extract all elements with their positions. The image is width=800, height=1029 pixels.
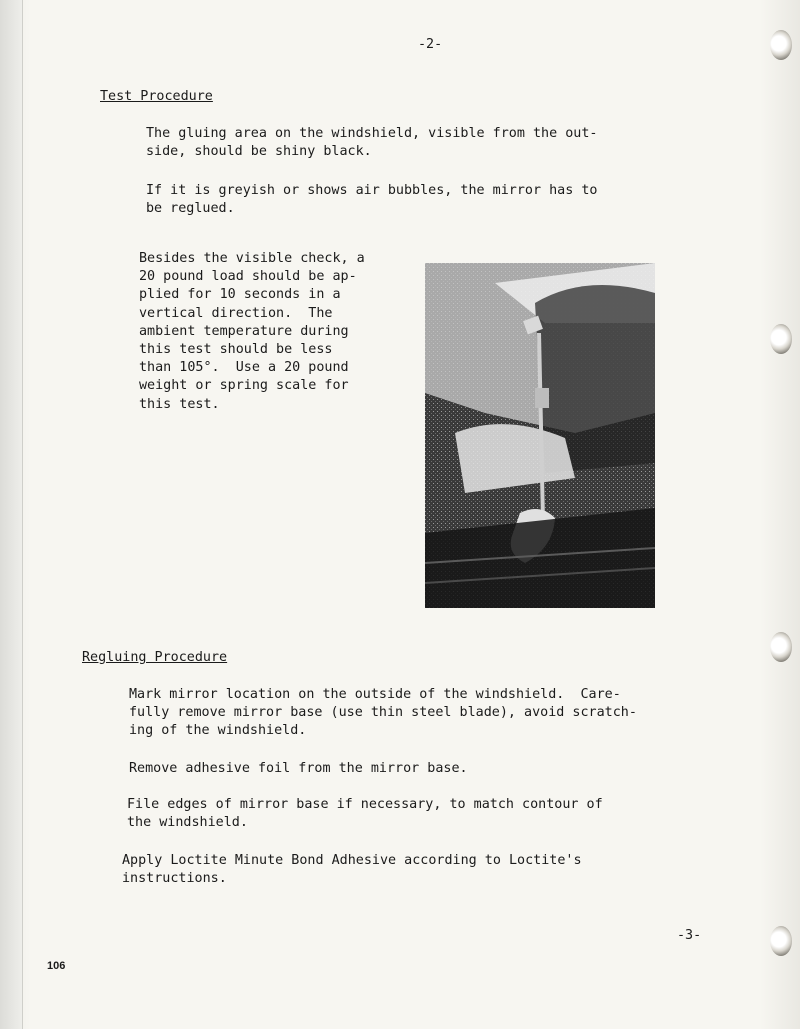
binder-hole-icon — [770, 30, 792, 60]
test-procedure-paragraph-3: Besides the visible check, a 20 pound load should be ap- plied for 10 seconds in a vertical direction. The ambient temperature during this test should be less than 105°. Use a 20 pound weight or spring scale for this test. — [139, 251, 365, 412]
regluing-step-1: Mark mirror location on the outside of the windshield. Care- fully remove mirror base (use thin steel blade), avoid scratch- ing of the windshield. — [129, 687, 637, 738]
regluing-step-3: File edges of mirror base if necessary, to match contour of the windshield. — [127, 797, 603, 830]
binder-hole-icon — [770, 632, 792, 662]
regluing-step-4: Apply Loctite Minute Bond Adhesive according to Loctite's instructions. — [122, 853, 582, 886]
footer-page-number: 106 — [47, 960, 66, 972]
photo-illustration — [425, 263, 655, 608]
binder-hole-icon — [770, 324, 792, 354]
spring-scale-photo — [425, 263, 655, 608]
binder-hole-icon — [770, 926, 792, 956]
binder-edge — [0, 0, 23, 1029]
regluing-step-2: Remove adhesive foil from the mirror base. — [129, 761, 468, 776]
test-procedure-paragraph-1: The gluing area on the windshield, visible from the out- side, should be shiny black. — [146, 126, 598, 159]
regluing-procedure-heading: Regluing Procedure — [82, 650, 228, 665]
bottom-page-number: -3- — [677, 928, 702, 943]
test-procedure-paragraph-2: If it is greyish or shows air bubbles, the mirror has to be reglued. — [146, 183, 598, 216]
top-page-number: -2- — [418, 37, 443, 52]
test-procedure-heading: Test Procedure — [100, 89, 213, 104]
